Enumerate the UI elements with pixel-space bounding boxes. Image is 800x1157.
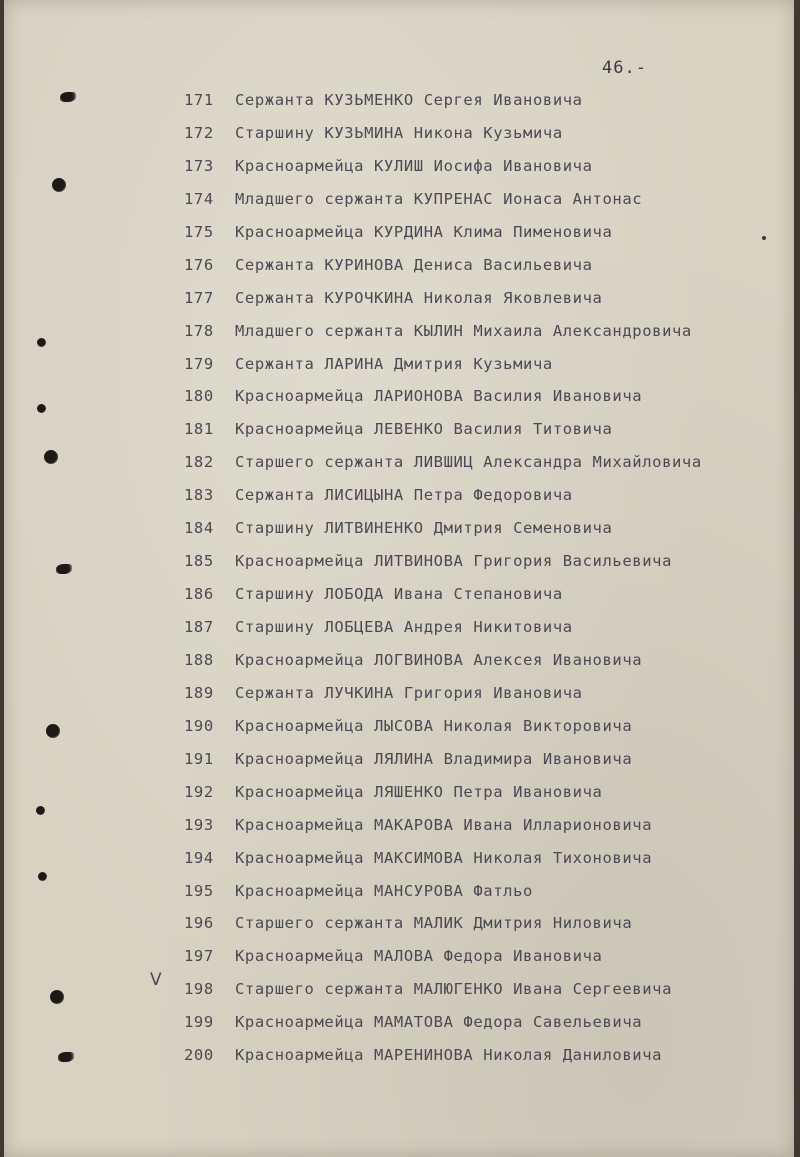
entry-text: Сержанта КУЗЬМЕНКО Сергея Ивановича [235, 91, 583, 109]
punch-hole [37, 338, 46, 347]
list-item [4, 348, 794, 381]
list-item [4, 776, 794, 809]
entry-number: 194 [184, 848, 214, 867]
punch-hole [38, 872, 47, 881]
list-item [4, 282, 794, 315]
entry-text: Красноармейца ЛЯЛИНА Владимира Ивановича [235, 749, 633, 768]
entry-number: 172 [184, 123, 214, 142]
entry-number: 186 [184, 585, 214, 604]
entry-text: Красноармейца ЛИТВИНОВА Григория Васильевича [235, 552, 672, 571]
entry-number: 198 [184, 980, 214, 999]
entry-text: Сержанта ЛИСИЦЫНА Петра Федоровича [235, 486, 573, 505]
list-item [4, 216, 794, 249]
entry-number: 195 [184, 881, 214, 900]
list-item [4, 183, 794, 216]
entry-number: 185 [184, 552, 214, 571]
list-item [4, 611, 794, 644]
document-page [4, 0, 794, 1157]
entry-number: 181 [184, 420, 214, 439]
entry-number: 189 [184, 683, 214, 702]
entry-text: Красноармейца ЛЫСОВА Николая Викторовича [235, 716, 633, 735]
entry-text: Сержанта КУРИНОВА Дениса Васильевича [235, 255, 593, 274]
punch-hole [56, 564, 72, 574]
page-number: 46.- [602, 58, 647, 78]
entry-number: 174 [184, 189, 214, 208]
entry-number: 192 [184, 782, 214, 801]
entry-number: 199 [184, 1013, 214, 1032]
punch-hole [60, 92, 76, 102]
list-item [4, 710, 794, 743]
list-item [4, 677, 794, 710]
paper-speck [762, 236, 766, 240]
entry-text: Красноармейца МАМАТОВА Федора Савельевича [235, 1013, 643, 1032]
list-item [4, 644, 794, 677]
list-item [4, 413, 794, 446]
entry-text: Красноармейца ЛОГВИНОВА Алексея Ивановича [235, 650, 643, 669]
award-list [4, 84, 794, 1072]
list-item [4, 446, 794, 479]
entry-text: Младшего сержанта КУПРЕНАС Ионаса Антонас [235, 189, 643, 208]
entry-text: Сержанта ЛУЧКИНА Григория Ивановича [235, 683, 583, 702]
list-item [4, 249, 794, 282]
check-mark: V [150, 970, 162, 990]
entry-text: Красноармейца МАЛОВА Федора Ивановича [235, 947, 603, 966]
entry-number: 188 [184, 650, 214, 669]
list-item [4, 380, 794, 413]
entry-number: 200 [184, 1046, 214, 1065]
entry-number: 175 [184, 222, 214, 241]
list-item [4, 973, 794, 1006]
list-item [4, 84, 794, 117]
entry-number: 182 [184, 453, 214, 472]
entry-number: 196 [184, 914, 214, 933]
entry-number: 180 [184, 387, 214, 406]
entry-number: 191 [184, 749, 214, 768]
punch-hole [37, 404, 46, 413]
entry-text: Красноармейца КУЛИШ Иосифа Ивановича [235, 156, 593, 175]
entry-number: 193 [184, 815, 214, 834]
punch-hole [58, 1052, 74, 1062]
punch-hole [50, 990, 64, 1004]
list-item [4, 907, 794, 940]
entry-text: Старшего сержанта МАЛИК Дмитрия Ниловича [235, 914, 633, 933]
punch-hole [52, 178, 66, 192]
entry-text: Старшину ЛИТВИНЕНКО Дмитрия Семеновича [235, 519, 613, 538]
entry-text: Сержанта КУРОЧКИНА Николая Яковлевича [235, 288, 603, 307]
entry-text: Красноармейца МАРЕНИНОВА Николая Даниловича [235, 1046, 663, 1065]
entry-text: Красноармейца КУРДИНА Клима Пименовича [235, 222, 613, 241]
list-item [4, 150, 794, 183]
list-item [4, 512, 794, 545]
entry-number: 187 [184, 618, 214, 636]
entry-number: 177 [184, 288, 214, 307]
list-item [4, 315, 794, 348]
entry-text: Сержанта ЛАРИНА Дмитрия Кузьмича [235, 354, 553, 373]
list-item [4, 479, 794, 512]
entry-number: 179 [184, 354, 214, 373]
entry-text: Красноармейца МАКСИМОВА Николая Тихоновича [235, 848, 653, 867]
list-item [4, 578, 794, 611]
list-item [4, 743, 794, 776]
entry-text: Старшего сержанта ЛИВШИЦ Александра Михайловича [235, 453, 702, 472]
entry-number: 178 [184, 321, 214, 340]
entry-number: 184 [184, 519, 214, 538]
entry-text: Красноармейца ЛЕВЕНКО Василия Титовича [235, 420, 613, 439]
punch-hole [36, 806, 45, 815]
entry-number: 183 [184, 486, 214, 505]
entry-text: Красноармейца ЛЯШЕНКО Петра Ивановича [235, 782, 603, 801]
punch-hole [46, 724, 60, 738]
list-item [4, 809, 794, 842]
list-item [4, 842, 794, 875]
entry-text: Старшину ЛОБОДА Ивана Степановича [235, 585, 563, 604]
list-item [4, 117, 794, 150]
entry-number: 171 [184, 91, 214, 109]
list-item [4, 545, 794, 578]
entry-text: Младшего сержанта КЫЛИН Михаила Александровича [235, 321, 692, 340]
entry-number: 197 [184, 947, 214, 966]
entry-number: 176 [184, 255, 214, 274]
list-item [4, 940, 794, 973]
punch-hole [44, 450, 58, 464]
entry-text: Красноармейца МАНСУРОВА Фатльо [235, 881, 533, 900]
entry-text: Красноармейца МАКАРОВА Ивана Илларионовича [235, 815, 653, 834]
entry-text: Старшину ЛОБЦЕВА Андрея Никитовича [235, 618, 573, 636]
entry-text: Красноармейца ЛАРИОНОВА Василия Ивановича [235, 387, 643, 406]
entry-number: 173 [184, 156, 214, 175]
entry-text: Старшину КУЗЬМИНА Никона Кузьмича [235, 123, 563, 142]
list-item [4, 875, 794, 908]
list-item [4, 1006, 794, 1039]
entry-text: Старшего сержанта МАЛЮГЕНКО Ивана Сергеевича [235, 980, 672, 999]
list-item [4, 1039, 794, 1072]
entry-number: 190 [184, 716, 214, 735]
